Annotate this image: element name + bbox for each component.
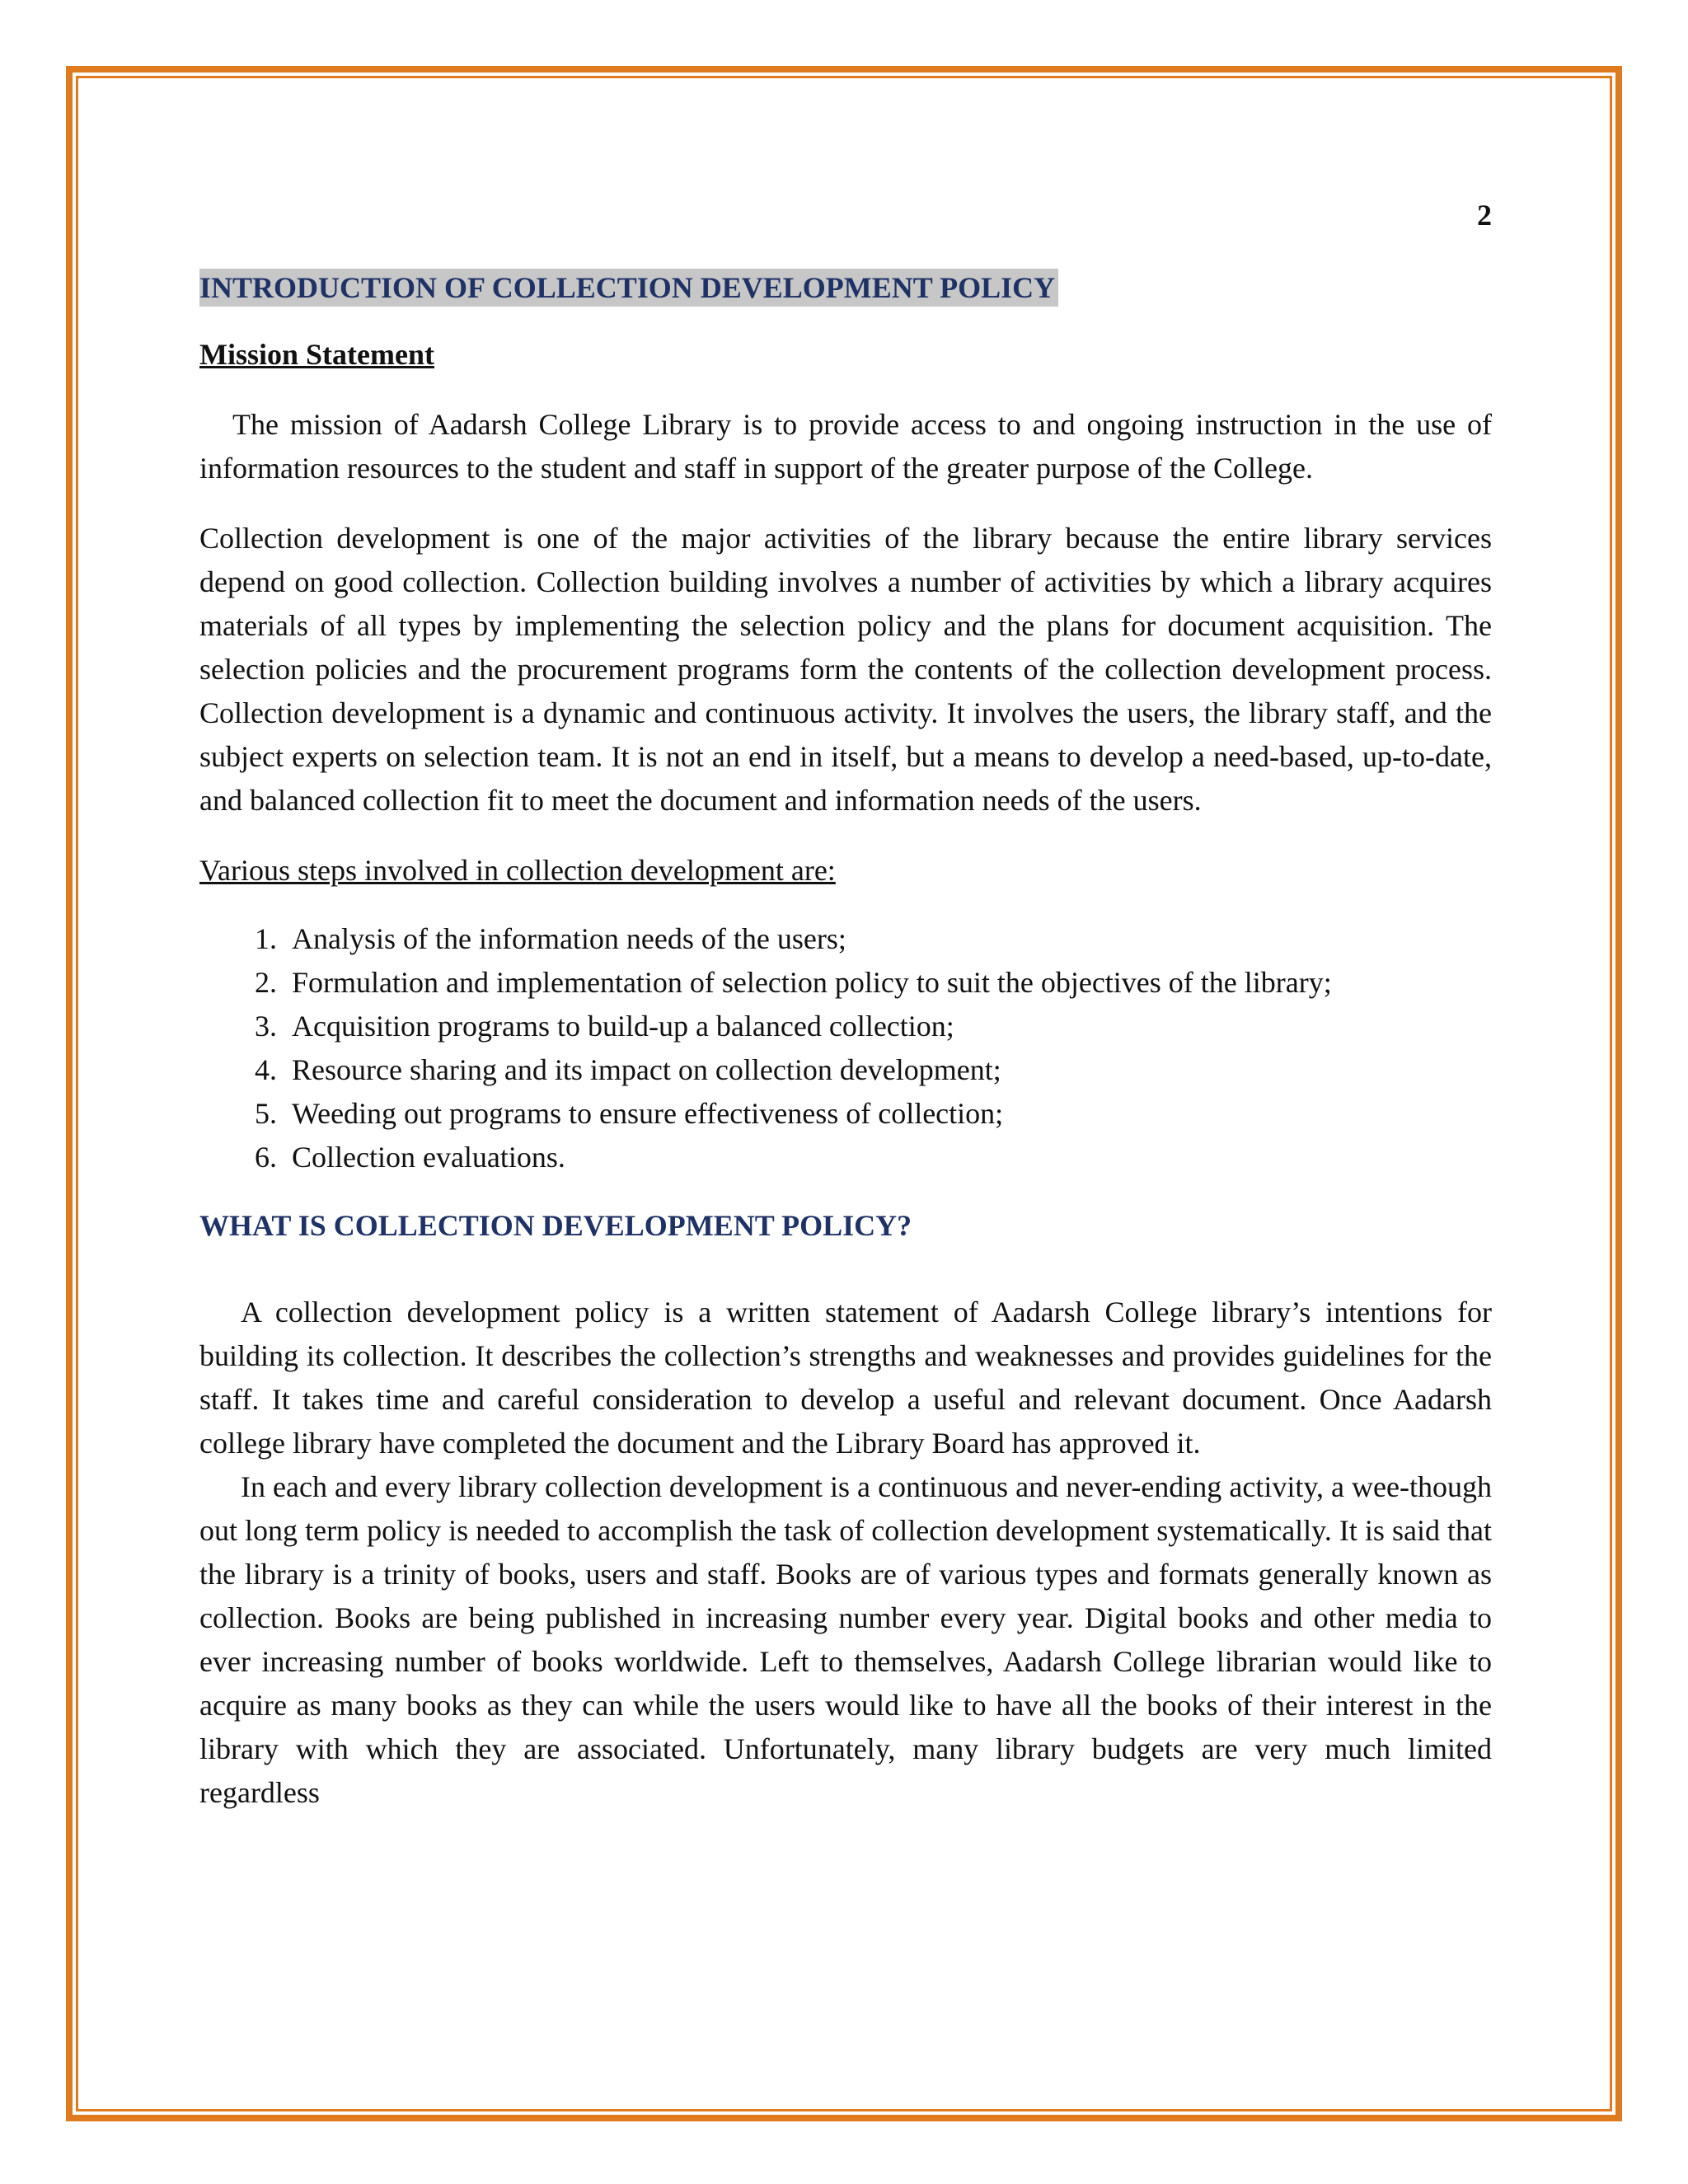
steps-label: Various steps involved in collection development are: <box>199 854 836 887</box>
list-item <box>199 1092 1492 1136</box>
page-number: 2 <box>1477 199 1492 232</box>
list-item-number: 6. <box>255 1141 277 1174</box>
list-item-number: 4. <box>255 1053 277 1086</box>
section-heading-policy: WHAT IS COLLECTION DEVELOPMENT POLICY? <box>199 1209 912 1242</box>
list-item-text: Collection evaluations. <box>292 1141 565 1174</box>
list-item <box>199 917 1492 961</box>
list-item-number: 2. <box>255 966 277 999</box>
policy-paragraph-2: In each and every library collection development is a continuous and never-ending activity, a wee-though out long term policy is needed to accomplish the task of collection development systematically. It is said that the library is a trinity of books, users and staff. Books are of various types and formats generally known as collection. Books are being published in increasing number every year. Digital books and other media to ever increasing number of books worldwide. Left to themselves, Aadarsh College librarian would like to acquire as many books as they can while the users would like to have all the books of their interest in the library with which they are associated. Unfortunately, many library budgets are very much limited regardless <box>199 1470 1492 1809</box>
list-item <box>199 1005 1492 1048</box>
policy-paragraph-1: A collection development policy is a written statement of Aadarsh College library’s intentions for building its collection. It describes the collection’s strengths and weaknesses and provides guidelines for the staff. It takes time and careful consideration to develop a useful and relevant document. Once Aadarsh college library have completed the document and the Library Board has approved it. <box>199 1296 1492 1460</box>
list-item <box>199 1048 1492 1092</box>
mission-statement-text: The mission of Aadarsh College Library is to provide access to and ongoing instruction in the use of information resources to the student and staff in support of the greater purpose of the College. <box>199 408 1492 485</box>
mission-statement-heading: Mission Statement <box>199 338 434 371</box>
list-item-text: Acquisition programs to build-up a balanced collection; <box>292 1010 954 1043</box>
collection-development-paragraph: Collection development is one of the major activities of the library because the entire library services depend on good collection. Collection building involves a number of activities by which a library acquires materials of all types by implementing the selection policy and the plans for document acquisition. The selection policies and the procurement programs form the contents of the collection development process. Collection development is a dynamic and continuous activity. It involves the users, the library staff, and the subject experts on selection team. It is not an end in itself, but a means to develop a need-based, up-to-date, and balanced collection fit to meet the document and information needs of the users. <box>199 522 1492 817</box>
list-item <box>199 961 1492 1005</box>
list-item-text: Formulation and implementation of selection policy to suit the objectives of the library; <box>292 966 1332 999</box>
list-item <box>199 1136 1492 1179</box>
list-item-text: Weeding out programs to ensure effectiveness of collection; <box>292 1097 1004 1130</box>
list-item-number: 1. <box>255 922 277 955</box>
steps-list <box>199 917 1492 1179</box>
list-item-text: Resource sharing and its impact on collection development; <box>292 1053 1001 1086</box>
list-item-text: Analysis of the information needs of the users; <box>292 922 846 955</box>
section-heading-introduction: INTRODUCTION OF COLLECTION DEVELOPMENT POLICY <box>199 269 1058 307</box>
list-item-number: 5. <box>255 1097 277 1130</box>
list-item-number: 3. <box>255 1010 277 1043</box>
document-body <box>199 265 1492 1815</box>
